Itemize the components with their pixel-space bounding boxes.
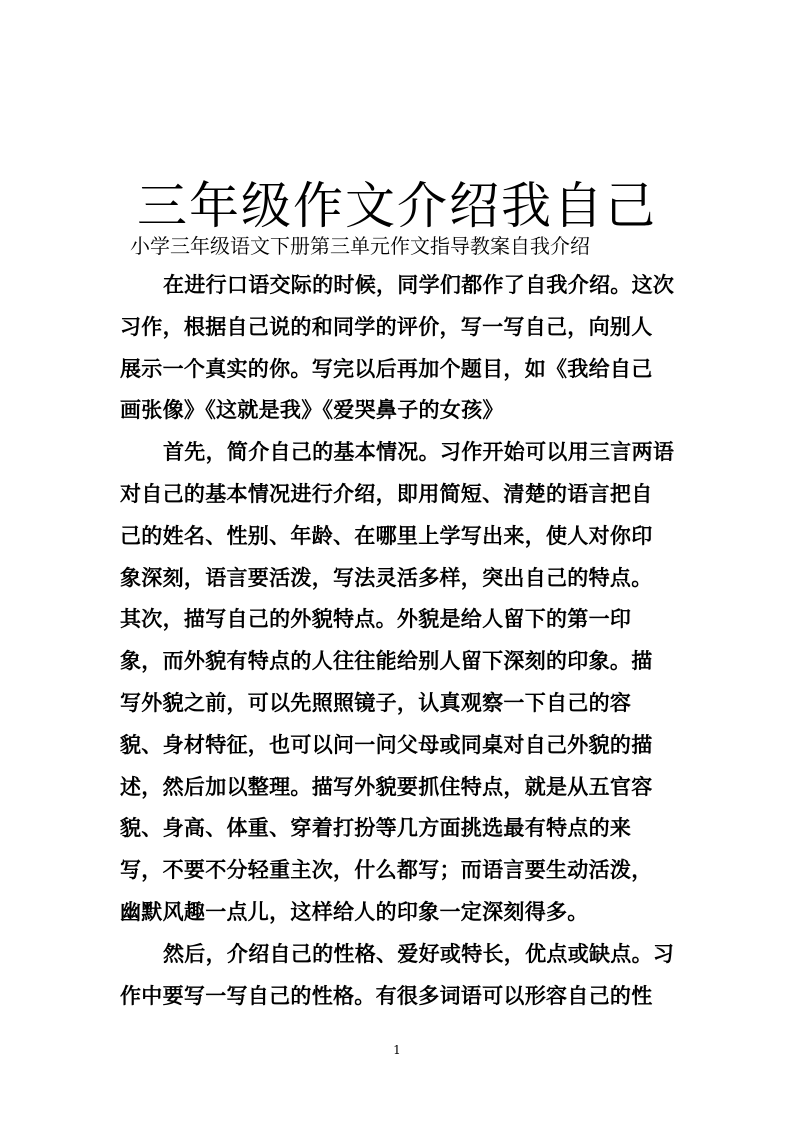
text-line: 写外貌之前，可以先照照镜子，认真观察一下自己的容 [120,689,632,715]
document-title: 三年级作文介绍我自己 [137,176,657,235]
text-line: 首先，简介自己的基本情况。习作开始可以用三言两语 [163,439,675,465]
text-line: 幽默风趣一点儿，这样给人的印象一定深刻得多。 [120,898,589,924]
text-line: 对自己的基本情况进行介绍，即用简短、清楚的语言把自 [120,480,653,506]
text-line: 画张像》《这就是我》《爱哭鼻子的女孩》 [120,397,504,423]
text-line: 习作，根据自己说的和同学的评价，写一写自己，向别人 [120,313,653,339]
text-line: 在进行口语交际的时候，同学们都作了自我介绍。这次 [163,272,675,297]
text-line: 写，不要不分轻重主次，什么都写；而语言要生动活泼， [120,857,653,883]
text-line: 展示一个真实的你。写完以后再加个题目，如《我给自己 [120,355,653,381]
text-line: 然后，介绍自己的性格、爱好或特长，优点或缺点。习 [163,940,675,966]
text-line: 貌、身高、体重、穿着打扮等几方面挑选最有特点的来 [120,815,632,841]
text-line: 貌、身材特征，也可以问一问父母或同桌对自己外貌的描 [120,731,653,757]
text-line: 其次，描写自己的外貌特点。外貌是给人留下的第一印 [120,606,632,632]
text-line: 己的姓名、性别、年龄、在哪里上学写出来，使人对你印 [120,522,653,548]
text-line: 作中要写一写自己的性格。有很多词语可以形容自己的性 [120,982,653,1008]
text-line: 述，然后加以整理。描写外貌要抓住特点，就是从五官容 [120,773,653,799]
document-body [120,264,680,1016]
document-subtitle: 小学三年级语文下册第三单元作文指导教案自我介绍 [130,234,590,258]
page-number: 1 [393,1043,401,1057]
text-line: 象深刻，语言要活泼，写法灵活多样，突出自己的特点。 [120,564,653,590]
text-line: 象，而外貌有特点的人往往能给别人留下深刻的印象。描 [120,648,653,674]
